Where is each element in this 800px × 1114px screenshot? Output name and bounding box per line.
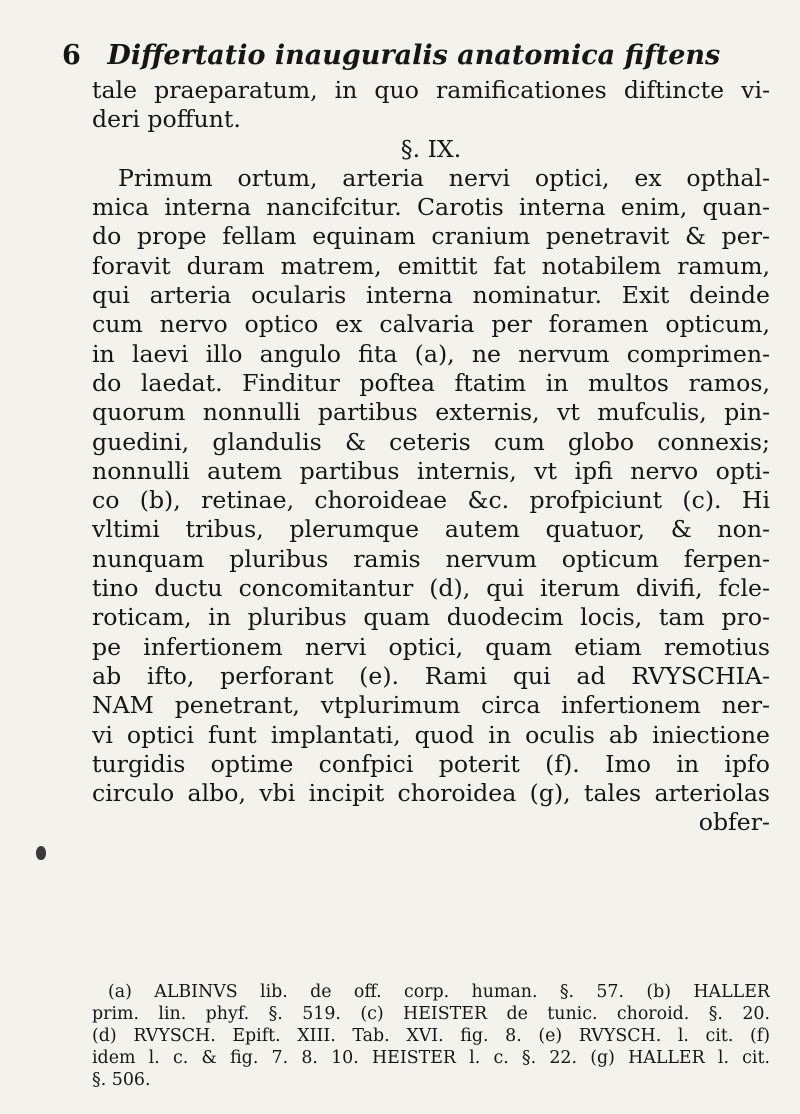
section-heading: §. IX.: [400, 134, 462, 163]
text-line: qui arteria ocularis interna nominatur. Exit deinde: [92, 281, 770, 310]
text-line: do laedat. Finditur poftea ftatim in multos ramos,: [92, 368, 770, 397]
text-line: ab ifto, perforant (e). Rami qui ad RVYSCHIA-: [92, 661, 770, 690]
footnote-line: (a) ALBINVS lib. de off. corp. human. §. 57. (b) HALLER: [108, 982, 770, 1002]
text-line: roticam, in pluribus quam duodecim locis, tam pro-: [92, 603, 770, 632]
text-line: tino ductu concomitantur (d), qui iterum divifi, fcle-: [92, 574, 770, 603]
text-line: in laevi illo angulo fita (a), ne nervum comprimen-: [92, 339, 770, 368]
text-line: NAM penetrant, vtplurimum circa infertionem ner-: [92, 691, 770, 720]
text-line: cum nervo optico ex calvaria per foramen opticum,: [92, 310, 770, 339]
footnote-line: §. 506.: [92, 1070, 151, 1090]
text-line: Primum ortum, arteria nervi optici, ex opthal-: [118, 163, 770, 192]
text-line: tale praeparatum, in quo ramificationes diftincte vi-: [92, 76, 770, 104]
text-line: vltimi tribus, plerumque autem quatuor, & non-: [92, 515, 770, 544]
main-text: [92, 76, 770, 838]
text-line: mica interna nancifcitur. Carotis interna enim, quan-: [92, 193, 770, 222]
text-line: nunquam pluribus ramis nervum opticum ferpen-: [92, 544, 770, 573]
text-line: pe infertionem nervi optici, quam etiam remotius: [92, 632, 770, 661]
footnotes: [92, 981, 770, 1091]
text-line: foravit duram matrem, emittit fat notabilem ramum,: [92, 251, 770, 280]
text-line: vi optici funt implantati, quod in oculis ab iniectione: [92, 720, 770, 749]
page-number: 6: [62, 40, 81, 71]
text-line: do prope fellam equinam cranium penetravit & per-: [92, 222, 770, 251]
text-line: circulo albo, vbi incipit choroidea (g), tales arteriolas: [92, 779, 770, 808]
footnote-line: (d) RVYSCH. Epift. XIII. Tab. XVI. fig. 8. (e) RVYSCH. l. cit. (f): [92, 1026, 770, 1046]
text-line: guedini, glandulis & ceteris cum globo connexis;: [92, 427, 770, 456]
footnote-line: idem l. c. & fig. 7. 8. 10. HEISTER l. c. §. 22. (g) HALLER l. cit.: [92, 1048, 770, 1068]
text-line: turgidis optime confpici poterit (f). Imo in ipfo: [92, 749, 770, 778]
text-line: quorum nonnulli partibus externis, vt mufculis, pin-: [92, 398, 770, 427]
text-line: nonnulli autem partibus internis, vt ipfi nervo opti-: [92, 456, 770, 485]
text-line: co (b), retinae, choroideae &c. profpiciunt (c). Hi: [92, 486, 770, 515]
running-header: [62, 40, 762, 71]
running-title: Differtatio inauguralis anatomica fiftens: [107, 40, 721, 71]
footnote-line: prim. lin. phyf. §. 519. (c) HEISTER de tunic. choroid. §. 20.: [92, 1004, 770, 1024]
catchword: obfer-: [698, 808, 770, 837]
text-line: deri poffunt.: [92, 105, 241, 134]
ink-spot: [36, 846, 46, 860]
